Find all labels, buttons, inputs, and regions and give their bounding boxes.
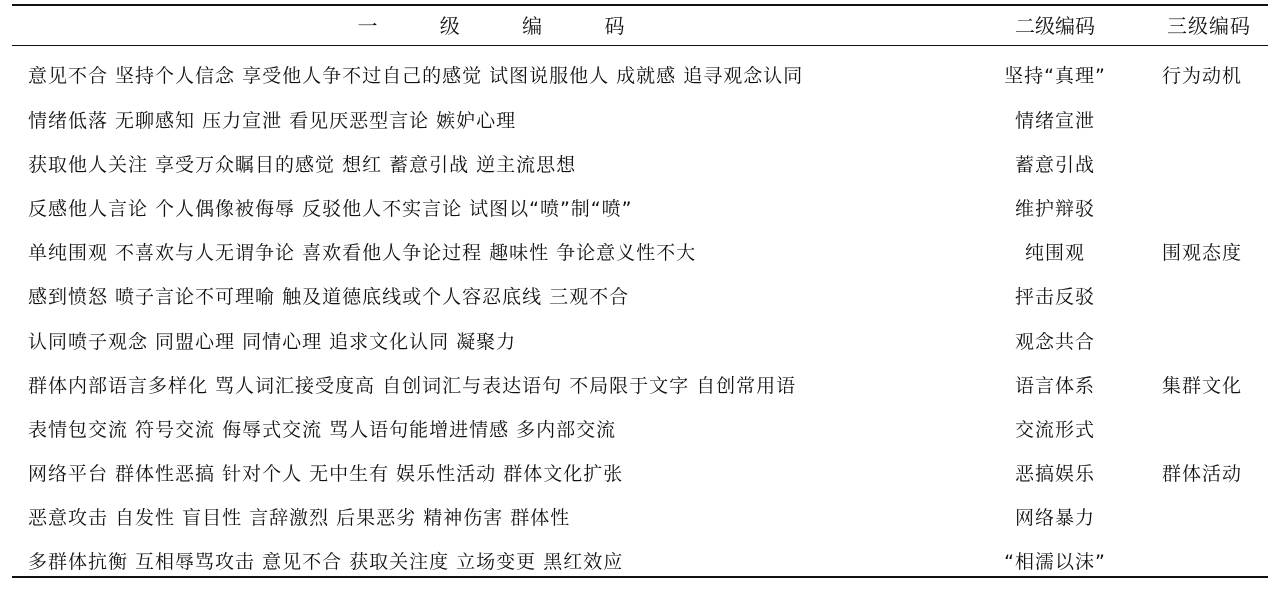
level2-code: 抨击反驳 (1014, 286, 1095, 309)
table-body (12, 45, 1268, 583)
level1-codes: 获取他人关注 享受万众瞩目的感觉 想红 蓄意引战 逆主流思想 (28, 153, 577, 176)
level2-code: 网络暴力 (1014, 507, 1095, 530)
level1-codes: 多群体抗衡 互相辱骂攻击 意见不合 获取关注度 立场变更 黑红效应 (28, 551, 624, 574)
level3-code (1150, 97, 1268, 141)
table-row (12, 406, 1268, 450)
level2-code: 观念共合 (1014, 330, 1095, 353)
header-level2: 二级编码 (1015, 14, 1095, 38)
level1-codes: 恶意攻击 自发性 盲目性 言辞激烈 后果恶劣 精神伤害 群体性 (28, 507, 571, 530)
level3-code (1150, 185, 1268, 229)
table-row (12, 45, 1268, 97)
level2-code: 情绪宣泄 (1014, 109, 1095, 132)
level2-code: 语言体系 (1014, 374, 1095, 397)
level1-codes: 群体内部语言多样化 骂人词汇接受度高 自创词汇与表达语句 不局限于文字 自创常用语 (28, 374, 797, 397)
level3-code (1150, 539, 1268, 583)
level2-code: 交流形式 (1014, 418, 1095, 441)
table-row (12, 495, 1268, 539)
table-row (12, 141, 1268, 185)
level3-code: 围观态度 (1162, 242, 1243, 265)
level2-code: 蓄意引战 (1014, 153, 1095, 176)
table-row (12, 362, 1268, 406)
level1-codes: 认同喷子观念 同盟心理 同情心理 追求文化认同 凝聚力 (28, 330, 517, 353)
level1-codes: 网络平台 群体性恶搞 针对个人 无中生有 娱乐性活动 群体文化扩张 (28, 463, 624, 486)
table-row (12, 97, 1268, 141)
level3-code (1150, 495, 1268, 539)
header-level1: 一 级 编 码 (357, 14, 653, 38)
level3-code (1150, 406, 1268, 450)
level1-codes: 表情包交流 符号交流 侮辱式交流 骂人语句能增进情感 多内部交流 (28, 418, 617, 441)
level1-codes: 感到愤怒 喷子言论不可理喻 触及道德底线或个人容忍底线 三观不合 (28, 286, 630, 309)
table-row (12, 318, 1268, 362)
level3-code (1150, 318, 1268, 362)
coding-table (12, 4, 1268, 583)
table-row (12, 274, 1268, 318)
table-row (12, 539, 1268, 583)
table-row (12, 230, 1268, 274)
level1-codes: 意见不合 坚持个人信念 享受他人争不过自己的感觉 试图说服他人 成就感 追寻观念认同 (28, 64, 804, 87)
level3-code: 集群文化 (1162, 374, 1243, 397)
level1-codes: 单纯围观 不喜欢与人无谓争论 喜欢看他人争论过程 趣味性 争论意义性不大 (28, 242, 697, 265)
header-level3: 三级编码 (1167, 14, 1251, 38)
level2-code: 维护辩驳 (1014, 197, 1095, 220)
level2-code: 恶搞娱乐 (1014, 463, 1095, 486)
level3-code (1150, 141, 1268, 185)
level3-code: 群体活动 (1162, 463, 1243, 486)
level3-code: 行为动机 (1162, 64, 1243, 87)
level3-code (1150, 274, 1268, 318)
level2-code: 坚持“真理” (1004, 64, 1106, 87)
table-row (12, 451, 1268, 495)
level2-code: 纯围观 (1024, 242, 1085, 265)
level1-codes: 反感他人言论 个人偶像被侮辱 反驳他人不实言论 试图以“喷”制“喷” (28, 197, 633, 220)
level2-code: “相濡以沫” (1004, 551, 1106, 574)
level1-codes: 情绪低落 无聊感知 压力宣泄 看见厌恶型言论 嫉妒心理 (28, 109, 517, 132)
table-row (12, 185, 1268, 229)
header-row (12, 4, 1268, 45)
